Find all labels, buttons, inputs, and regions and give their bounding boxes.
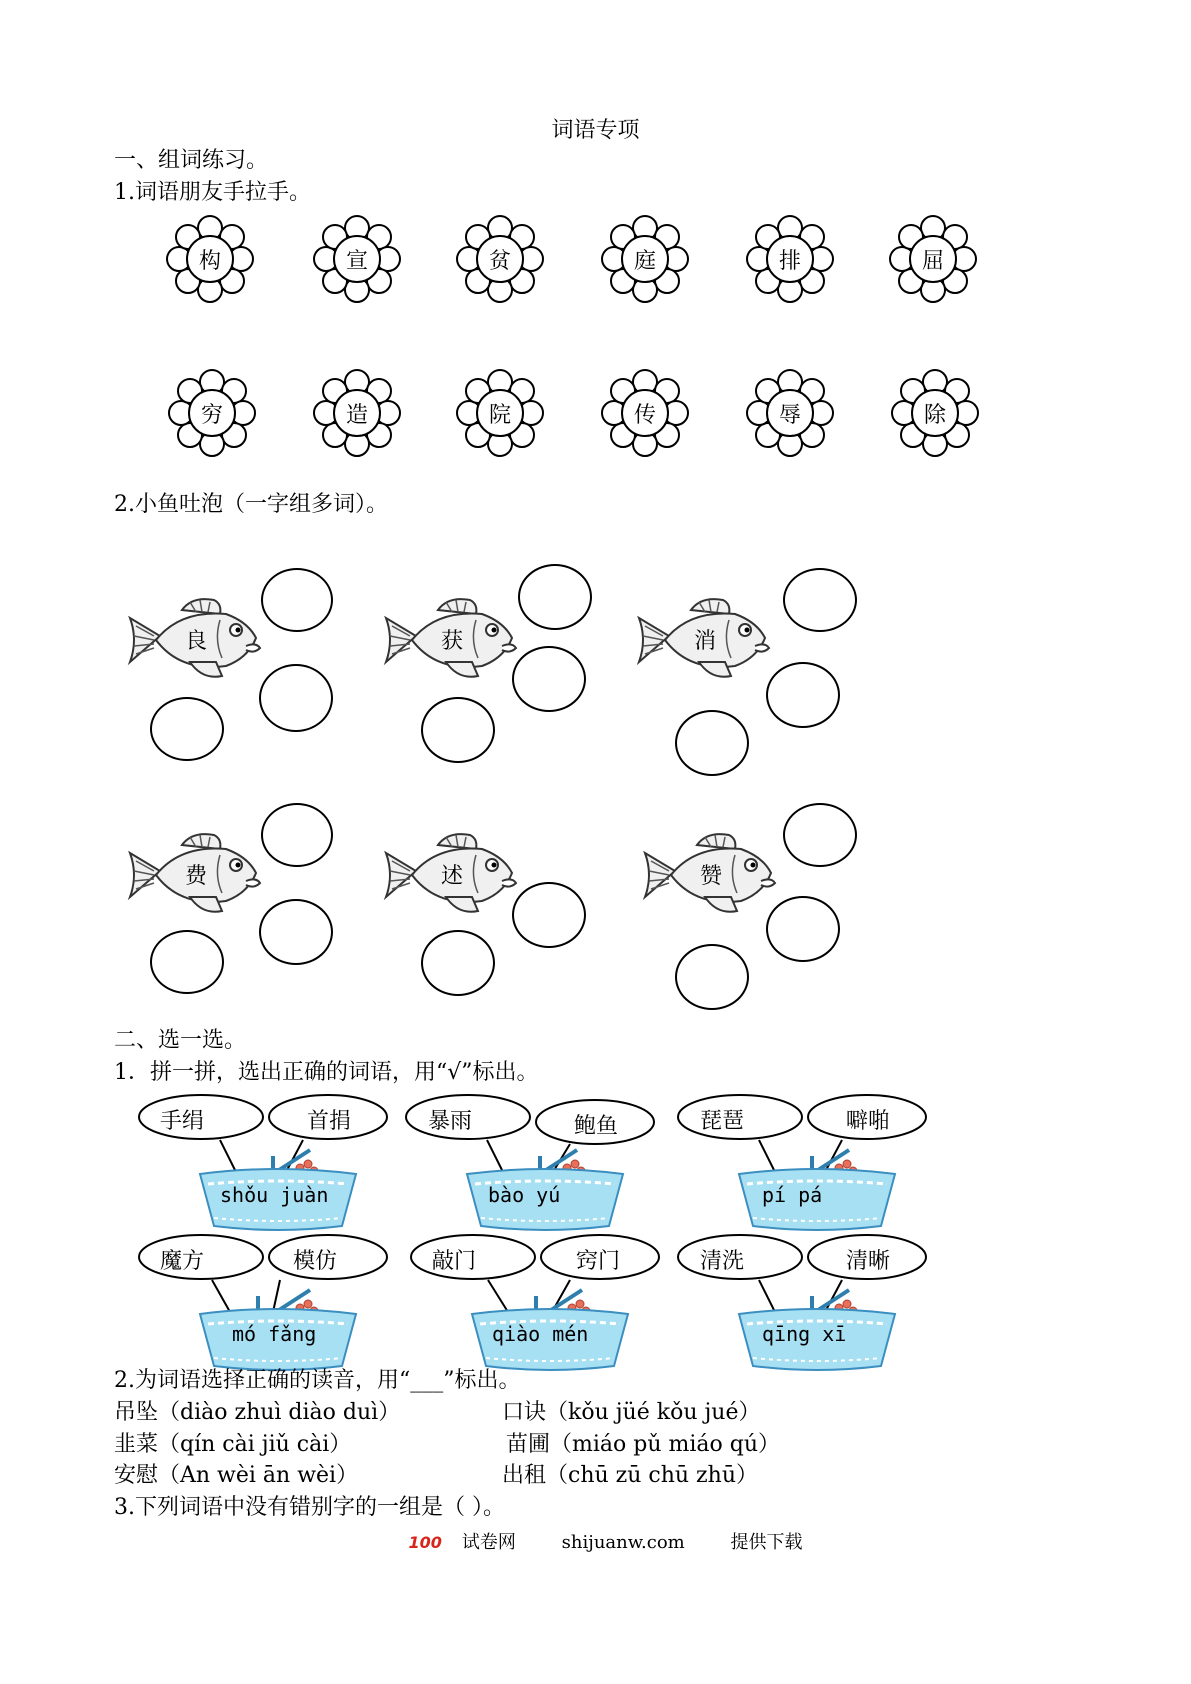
flower-char: 传 (633, 403, 656, 428)
pronunciation-item[interactable]: 苗圃（miáo pǔ miáo qú） (506, 1432, 781, 1457)
fish-char: 赞 (699, 864, 722, 889)
bubble-answer[interactable] (766, 896, 840, 962)
basket-pinyin: bào yú (488, 1183, 561, 1207)
fish (130, 827, 262, 923)
q2-label: 2.小鱼吐泡（一字组多词）。 (114, 492, 388, 517)
flower (165, 214, 255, 304)
s2-q3-label: 3.下列词语中没有错别字的一组是（ ）。 (114, 1495, 505, 1520)
choice-word[interactable]: 敲门 (432, 1249, 477, 1274)
flower (888, 214, 978, 304)
basket-pinyin: pí pá (762, 1183, 823, 1207)
flower (745, 368, 835, 458)
choice-word[interactable]: 清洗 (700, 1249, 745, 1274)
bubble-answer[interactable] (259, 899, 333, 965)
flower (455, 214, 545, 304)
fish (645, 827, 777, 923)
choice-word[interactable]: 鲍鱼 (574, 1114, 619, 1139)
flower (890, 368, 980, 458)
section1-heading: 一、组词练习。 (114, 148, 269, 173)
pronunciation-item[interactable]: 韭菜（qín cài jiǔ cài） (114, 1432, 352, 1457)
bubble-answer[interactable] (518, 564, 592, 630)
choice-word[interactable]: 手绢 (160, 1109, 205, 1134)
pronunciation-item[interactable]: 出租（chū zū chū zhū） (502, 1463, 758, 1488)
fish (386, 592, 518, 688)
flower-char: 造 (345, 403, 368, 428)
section2-heading: 二、选一选。 (114, 1028, 247, 1053)
flower-char: 除 (923, 403, 946, 428)
flower (600, 214, 690, 304)
choice-word[interactable]: 暴雨 (428, 1109, 473, 1134)
fish-char: 费 (184, 864, 207, 889)
bubble-answer[interactable] (421, 697, 495, 763)
fish-char: 述 (440, 864, 463, 889)
bubble-answer[interactable] (150, 930, 224, 994)
footer-brand (389, 1532, 516, 1553)
bubble-answer[interactable] (675, 710, 749, 776)
bubble-answer[interactable] (783, 568, 857, 632)
choice-word[interactable]: 魔方 (160, 1249, 205, 1274)
flower (600, 368, 690, 458)
choice-word[interactable]: 清晰 (846, 1249, 891, 1274)
bubble-answer[interactable] (512, 882, 586, 948)
bubble-answer[interactable] (259, 664, 333, 732)
bubble-answer[interactable] (766, 662, 840, 728)
flower (312, 214, 402, 304)
page-title: 词语专项 (551, 118, 640, 143)
footer-logo: 100 (408, 1533, 442, 1552)
flower (167, 368, 257, 458)
flower-char: 庭 (633, 249, 656, 274)
bubble-answer[interactable] (512, 646, 586, 712)
footer-site-name: 试卷网 (461, 1532, 516, 1553)
flower-char: 院 (488, 403, 511, 428)
s2-q2-label: 2.为词语选择正确的读音，用“___”标出。 (114, 1368, 521, 1393)
choice-word[interactable]: 首捐 (307, 1109, 352, 1134)
pronunciation-item[interactable]: 口诀（kǒu jüé kǒu jué） (502, 1400, 761, 1425)
bubble-answer[interactable] (261, 568, 333, 632)
basket-pinyin: mó fǎng (232, 1322, 317, 1346)
fish (130, 592, 262, 688)
choice-word[interactable]: 噼啪 (846, 1109, 891, 1134)
basket-pinyin: shǒu juàn (220, 1183, 329, 1207)
choice-word[interactable]: 琵琶 (700, 1109, 745, 1134)
flower-char: 排 (778, 249, 801, 274)
bubble-answer[interactable] (421, 930, 495, 996)
pronunciation-item[interactable]: 吊坠（diào zhuì diào duì） (114, 1400, 401, 1425)
bubble-answer[interactable] (783, 803, 857, 867)
basket-pinyin: qiào mén (492, 1322, 589, 1346)
fish-char: 良 (184, 629, 207, 654)
q1-label: 1.词语朋友手拉手。 (114, 180, 311, 205)
flower-char: 穷 (200, 403, 223, 428)
basket-pinyin: qīng xī (762, 1322, 847, 1346)
flower-char: 辱 (778, 403, 801, 428)
bubble-answer[interactable] (150, 697, 224, 761)
footer (0, 1528, 1191, 1554)
pronunciation-item[interactable]: 安慰（An wèi ān wèi） (114, 1463, 359, 1488)
fish-char: 消 (693, 629, 716, 654)
bubble-answer[interactable] (261, 803, 333, 867)
choice-word[interactable]: 模仿 (293, 1249, 338, 1274)
footer-note: 提供下载 (730, 1532, 803, 1553)
flower (745, 214, 835, 304)
flower-char: 贫 (488, 249, 511, 274)
fish-char: 获 (440, 629, 463, 654)
bubble-answer[interactable] (675, 944, 749, 1010)
choice-word[interactable]: 窍门 (576, 1249, 621, 1274)
flower-char: 屈 (921, 249, 944, 274)
flower (312, 368, 402, 458)
s2-q1-label: 1．拼一拼，选出正确的词语，用“√”标出。 (114, 1060, 539, 1085)
flower (455, 368, 545, 458)
fish (386, 827, 518, 923)
flower-char: 构 (198, 249, 221, 274)
flower-char: 宣 (345, 249, 368, 274)
fish (639, 592, 771, 688)
footer-domain[interactable]: shijuanw.com (561, 1532, 685, 1553)
